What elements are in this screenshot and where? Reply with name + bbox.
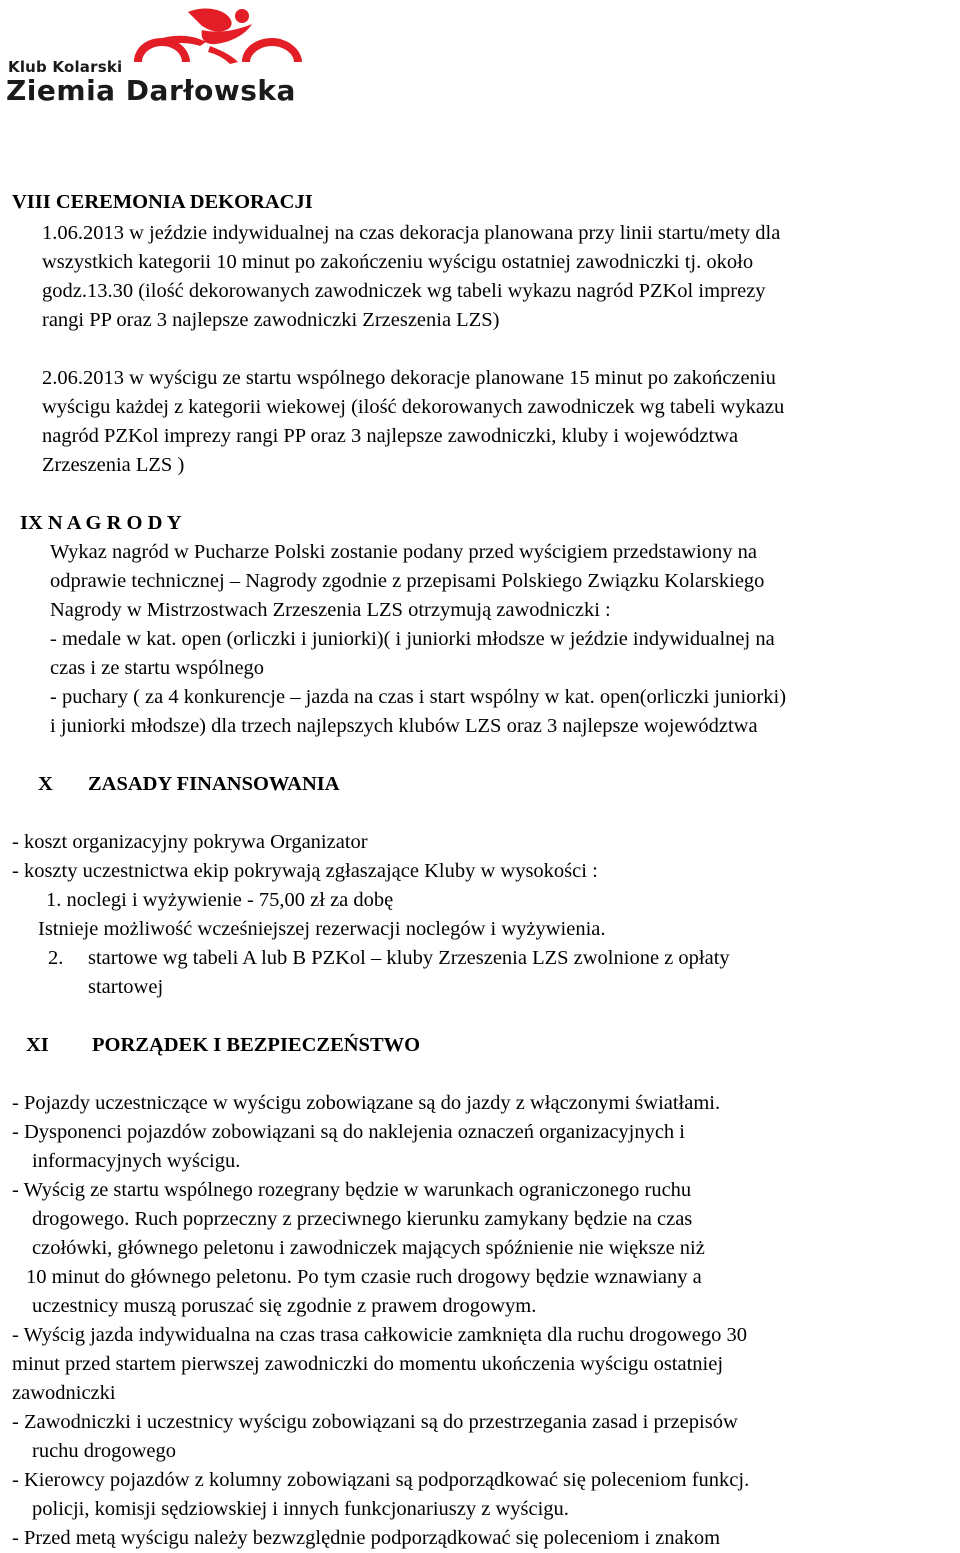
section-11-heading: PORZĄDEK I BEZPIECZEŃSTWO	[92, 1034, 421, 1056]
section-9-line: - puchary ( za 4 konkurencje – jazda na czas i start wspólny w kat. open(orliczki juniorki)	[50, 686, 787, 708]
section-8-p2-line: 2.06.2013 w wyścigu ze startu wspólnego dekoracje planowane 15 minut po zakończeniu	[42, 367, 776, 389]
section-10-line: - koszt organizacyjny pokrywa Organizator	[12, 831, 368, 853]
section-10-line: - koszty uczestnictwa ekip pokrywają zgłaszające Kluby w wysokości :	[12, 860, 598, 882]
section-11-line: policji, komisji sędziowskiej i innych funkcjonariuszy z wyścigu.	[32, 1498, 569, 1520]
logo-club-label: Klub Kolarski	[8, 58, 123, 76]
section-10-line: Istnieje możliwość wcześniejszej rezerwacji noclegów i wyżywienia.	[38, 918, 606, 940]
section-8-p2-line: nagród PZKol imprezy rangi PP oraz 3 najlepsze zawodniczki, kluby i województwa	[42, 425, 739, 447]
section-11-line: - Dysponenci pojazdów zobowiązani są do naklejenia oznaczeń organizacyjnych i	[12, 1121, 686, 1143]
section-11-line: uczestnicy muszą poruszać się zgodnie z prawem drogowym.	[32, 1295, 537, 1317]
section-9-line: odprawie technicznej – Nagrody zgodnie z przepisami Polskiego Związku Kolarskiego	[50, 570, 765, 592]
logo-club-name: Ziemia Darłowska	[6, 74, 296, 107]
section-10-line: startowe wg tabeli A lub B PZKol – kluby Zrzeszenia LZS zwolnione z opłaty	[88, 947, 730, 969]
section-9-line: Nagrody w Mistrzostwach Zrzeszenia LZS otrzymują zawodniczki :	[50, 599, 611, 621]
section-11-number: XI	[26, 1034, 49, 1056]
section-10-item-number: 2.	[48, 947, 64, 969]
section-11-line: - Wyścig ze startu wspólnego rozegrany będzie w warunkach ograniczonego ruchu	[12, 1179, 692, 1201]
section-11-line: - Przed metą wyścigu należy bezwzględnie podporządkować się poleceniom i znakom	[12, 1527, 721, 1549]
section-8-p1-line: 1.06.2013 w jeździe indywidualnej na czas dekoracja planowana przy linii startu/mety dla	[42, 222, 781, 244]
section-10-line: 1. noclegi i wyżywienie - 75,00 zł za dobę	[46, 889, 394, 911]
section-10-number: X	[38, 773, 53, 795]
section-9-line: Wykaz nagród w Pucharze Polski zostanie podany przed wyścigiem przedstawiony na	[50, 541, 757, 563]
section-8-heading: VIII CEREMONIA DEKORACJI	[12, 191, 313, 213]
section-8-p1-line: rangi PP oraz 3 najlepsze zawodniczki Zrzeszenia LZS)	[42, 309, 500, 331]
section-11-line: informacyjnych wyścigu.	[32, 1150, 241, 1172]
section-9-heading: IX N A G R O D Y	[20, 512, 182, 534]
section-8-p2-line: Zrzeszenia LZS )	[42, 454, 185, 476]
section-8-p1-line: godz.13.30 (ilość dekorowanych zawodniczek wg tabeli wykazu nagród PZKol imprezy	[42, 280, 766, 302]
section-10-line: startowej	[88, 976, 164, 998]
section-11-line: - Kierowcy pojazdów z kolumny zobowiązani są podporządkować się poleceniom funkcj.	[12, 1469, 750, 1491]
section-11-line: zawodniczki	[12, 1382, 116, 1404]
section-8-p2-line: wyścigu każdej z kategorii wiekowej (ilość dekorowanych zawodniczek wg tabeli wykazu	[42, 396, 785, 418]
section-11-line: 10 minut do głównego peletonu. Po tym czasie ruch drogowy będzie wznawiany a	[26, 1266, 702, 1288]
section-9-line: - medale w kat. open (orliczki i juniorki)( i juniorki młodsze w jeździe indywidualnej na	[50, 628, 775, 650]
section-8-p1-line: wszystkich kategorii 10 minut po zakończeniu wyścigu ostatniej zawodniczki tj. około	[42, 251, 754, 273]
section-10-heading: ZASADY FINANSOWANIA	[88, 773, 340, 795]
section-11-line: - Pojazdy uczestniczące w wyścigu zobowiązane są do jazdy z włączonymi światłami.	[12, 1092, 721, 1114]
club-logo	[6, 4, 340, 112]
section-11-line: czołówki, głównego peletonu i zawodniczek mających spóźnienie nie większe niż	[32, 1237, 705, 1259]
section-11-line: minut przed startem pierwszej zawodniczki do momentu ukończenia wyścigu ostatniej	[12, 1353, 724, 1375]
section-11-line: - Zawodniczki i uczestnicy wyścigu zobowiązani są do przestrzegania zasad i przepisów	[12, 1411, 738, 1433]
section-11-line: ruchu drogowego	[32, 1440, 177, 1462]
section-11-line: - Wyścig jazda indywidualna na czas trasa całkowicie zamknięta dla ruchu drogowego 30	[12, 1324, 747, 1346]
section-9-line: czas i ze startu wspólnego	[50, 657, 265, 679]
section-11-line: drogowego. Ruch poprzeczny z przeciwnego kierunku zamykany będzie na czas	[32, 1208, 693, 1230]
section-9-line: i juniorki młodsze) dla trzech najlepszych klubów LZS oraz 3 najlepsze województwa	[50, 715, 758, 737]
